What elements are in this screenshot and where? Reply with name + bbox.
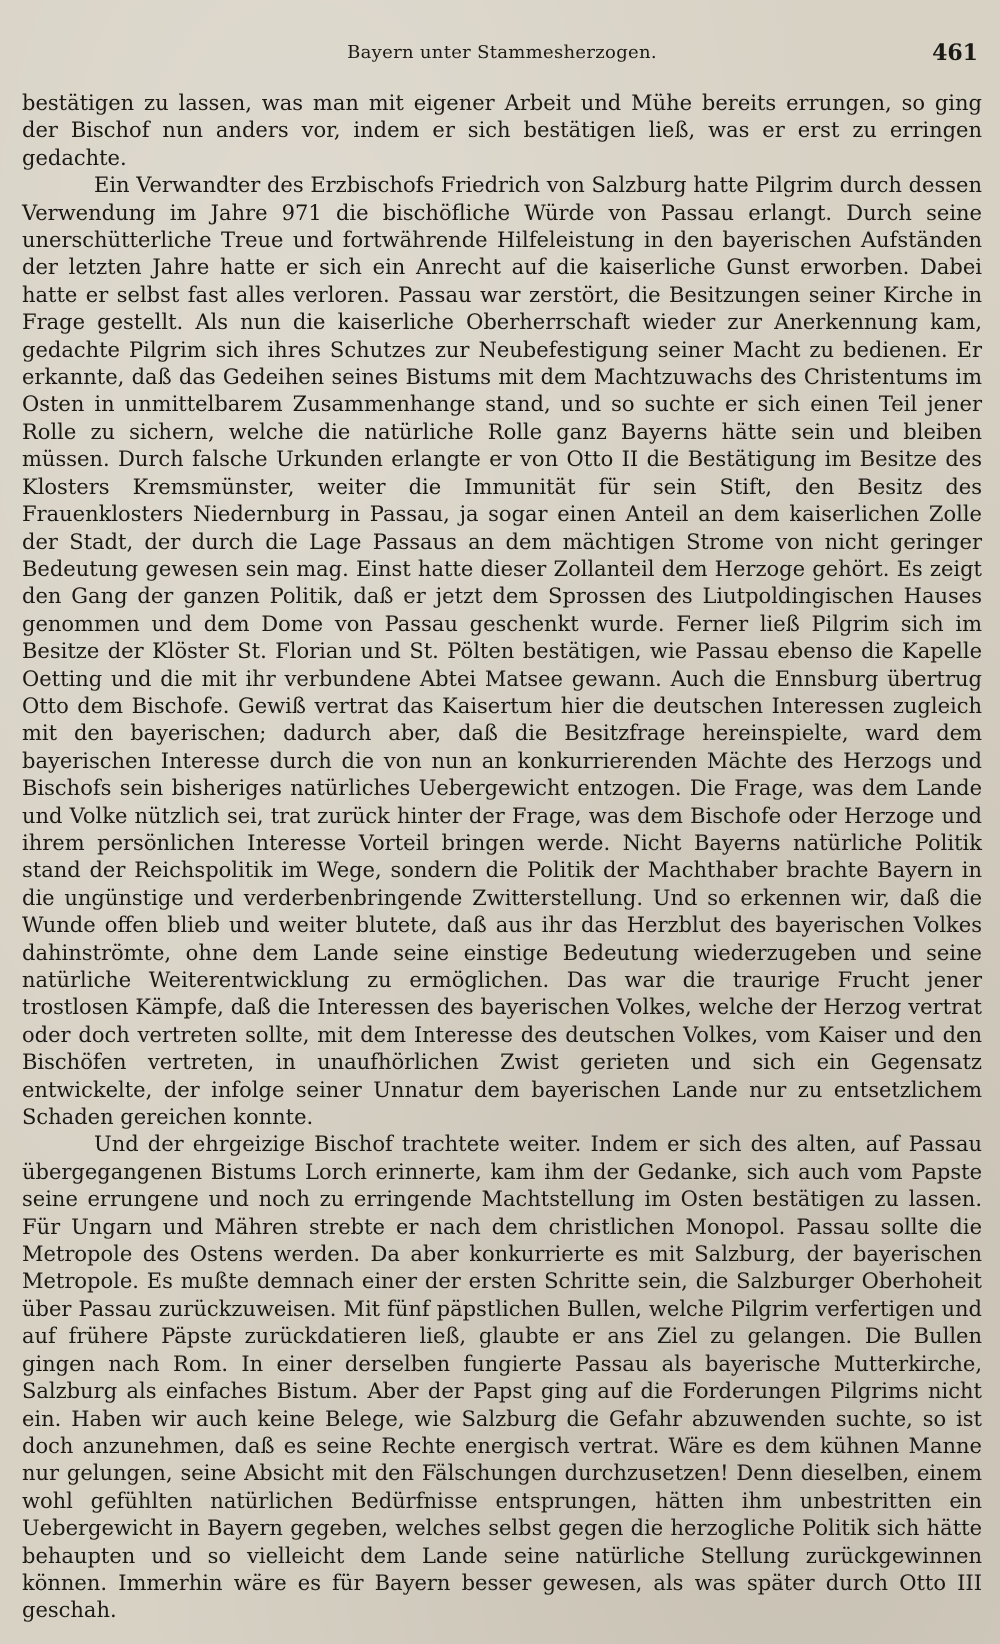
paragraph-pilgrim: Ein Verwandter des Erzbischofs Friedrich von Salzburg hatte Pilgrim durch dessen Verwendung im Jahre 971 die bischöfliche Würde von Passau erlangt. Durch seine unerschütterliche Treue und fortwährende Hilfeleistung in den bayerischen Aufständen der letzten Jahre hatte er sich ein Anrecht auf die kaiserliche Gunst erworben. Dabei hatte er selbst fast alles verloren. Passau war zerstört, die Besitzungen seiner Kirche in Frage gestellt. Als nun die kaiserliche Oberherrschaft wieder zur Anerkennung kam, gedachte Pilgrim sich ihres Schutzes zur Neubefestigung seiner Macht zu bedienen. Er erkannte, daß das Gedeihen seines Bistums mit dem Machtzuwachs des Christentums im Osten in unmittelbarem Zusammenhange stand, und so suchte er sich einen Teil jener Rolle zu sichern, welche die natürliche Rolle ganz Bayerns hätte sein und bleiben müssen. Durch falsche Urkunden erlangte er von Otto II die Bestätigung im Besitze des Klosters Kremsmünster, weiter die Immunität für sein Stift, den Besitz des Frauenklosters Niedernburg in Passau, ja sogar einen Anteil an dem kaiserlichen Zolle der Stadt, der durch die Lage Passaus an dem mächtigen Strome von nicht geringer Bedeutung gewesen sein mag. Einst hatte dieser Zollanteil dem Herzoge gehört. Es zeigt den Gang der ganzen Politik, daß er jetzt dem Sprossen des Liutpoldingischen Hauses genommen und dem Dome von Passau geschenkt wurde. Ferner ließ Pilgrim sich im Besitze der Klöster St. Florian und St. Pölten bestätigen, wie Passau ebenso die Kapelle Oetting und die mit ihr verbundene Abtei Matsee gewann. Auch die Ennsburg übertrug Otto dem Bischofe. Gewiß vertrat das Kaisertum hier die deutschen Interessen zugleich mit den bayerischen; dadurch aber, daß die Besitzfrage hereinspielte, ward dem bayerischen Interesse durch die von nun an konkurrierenden Mächte des Herzogs und Bischofs sein bisheriges natürliches Uebergewicht entzogen. Die Frage, was dem Lande und Volke nützlich sei, trat zurück hinter der Frage, was dem Bischofe oder Herzoge und ihrem persönlichen Interesse Vorteil bringen werde. Nicht Bayerns natürliche Politik stand der Reichspolitik im Wege, sondern die Politik der Machthaber brachte Bayern in die ungünstige und verderbenbringende Zwitterstellung. Und so erkennen wir, daß die Wunde offen blieb und weiter blutete, daß aus ihr das Herzblut des bayerischen Volkes dahinströmte, ohne dem Lande seine einstige Bedeutung wiederzugeben und seine natürliche Weiterentwicklung zu ermöglichen. Das war die traurige Frucht jener trostlosen Kämpfe, daß die Interessen des bayerischen Volkes, welche der Herzog vertrat oder doch vertreten sollte, mit dem Interesse des deutschen Volkes, vom Kaiser und den Bischöfen vertreten, in unaufhörlichen Zwist gerieten und sich ein Gegensatz entwickelte, der infolge seiner Unnatur dem bayerischen Lande nur zu entsetzlichem Schaden gereichen konnte. <box>22 173 982 1130</box>
running-head: Bayern unter Stammesherzogen. <box>347 42 657 63</box>
page-header <box>22 38 982 78</box>
body-text <box>22 90 982 1625</box>
paragraph-continuation: bestätigen zu lassen, was man mit eigener Arbeit und Mühe bereits errungen, so ging der Bischof nun anders vor, indem er sich bestätigen ließ, was er erst zu erringen gedachte. <box>22 91 982 170</box>
paragraph-bishop-ambition: Und der ehrgeizige Bischof trachtete weiter. Indem er sich des alten, auf Passau übergegangenen Bistums Lorch erinnerte, kam ihm der Gedanke, sich auch vom Papste seine errungene und noch zu erringende Machtstellung im Osten bestätigen zu lassen. Für Ungarn und Mähren strebte er nach dem christlichen Monopol. Passau sollte die Metropole des Ostens werden. Da aber konkurrierte es mit Salzburg, der bayerischen Metropole. Es mußte demnach einer der ersten Schritte sein, die Salzburger Oberhoheit über Passau zurückzuweisen. Mit fünf päpstlichen Bullen, welche Pilgrim verfertigen und auf frühere Päpste zurückdatieren ließ, glaubte er ans Ziel zu gelangen. Die Bullen gingen nach Rom. In einer derselben fungierte Passau als bayerische Mutterkirche, Salzburg als einfaches Bistum. Aber der Papst ging auf die Forderungen Pilgrims nicht ein. Haben wir auch keine Belege, wie Salzburg die Gefahr abzuwenden suchte, so ist doch anzunehmen, daß es seine Rechte energisch vertrat. Wäre es dem kühnen Manne nur gelungen, seine Absicht mit den Fälschungen durchzusetzen! Denn dieselben, einem wohl gefühlten natürlichen Bedürfnisse entsprungen, hätten ihm unbestritten ein Uebergewicht in Bayern gegeben, welches selbst gegen die herzogliche Politik sich hätte behaupten und so vielleicht dem Lande seine natürliche Stellung zurückgewinnen können. Immerhin wäre es für Bayern besser gewesen, als was später durch Otto III geschah. <box>22 1132 982 1623</box>
page-number: 461 <box>932 40 978 66</box>
